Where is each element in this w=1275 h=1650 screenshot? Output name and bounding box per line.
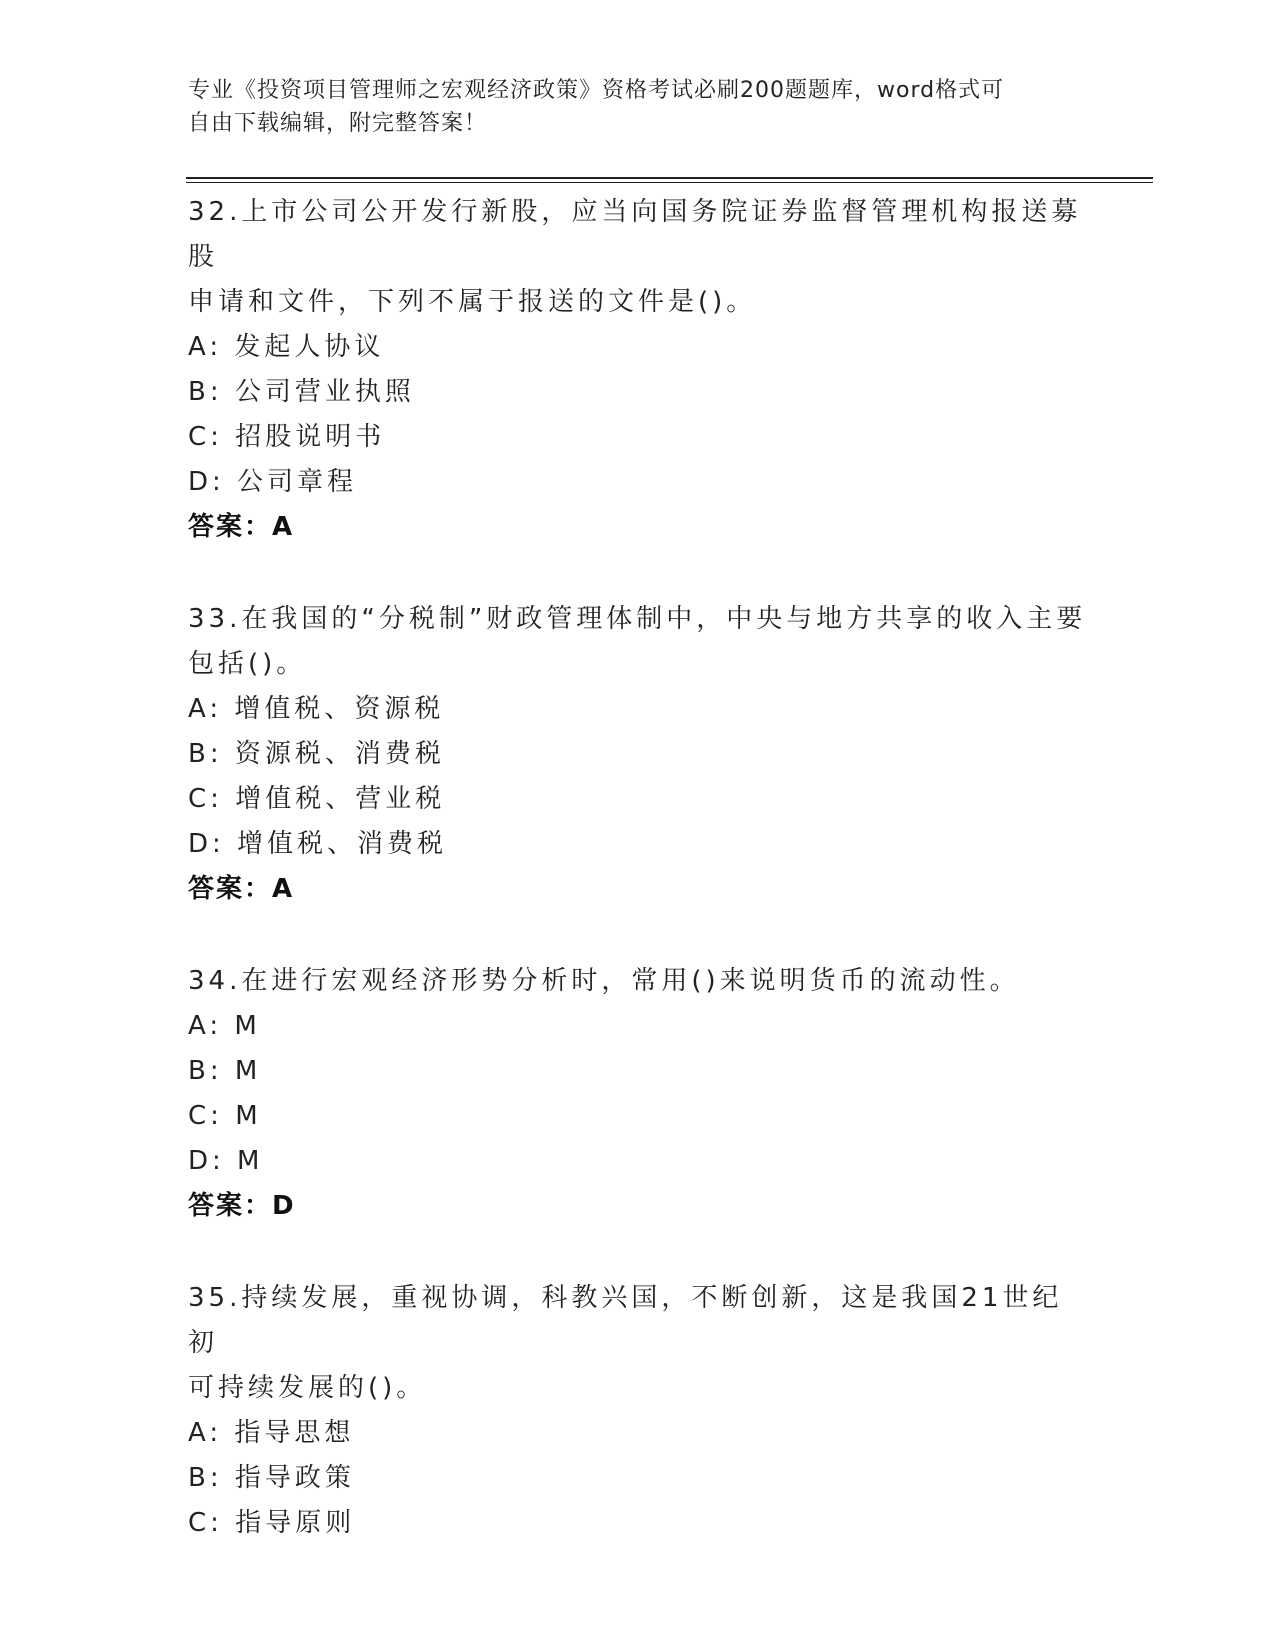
option-d <box>188 460 1088 505</box>
option-b <box>188 1049 1088 1094</box>
option-text: M <box>235 1101 262 1131</box>
question-33 <box>188 597 1088 912</box>
question-stem <box>188 1276 1088 1411</box>
option-letter: B: <box>188 1463 223 1493</box>
option-letter: B: <box>188 1056 223 1086</box>
option-letter: A: <box>188 1011 223 1041</box>
option-text: 公司营业执照 <box>234 377 415 407</box>
question-stem-line: 可持续发展的()。 <box>188 1373 427 1403</box>
option-c <box>188 777 1088 822</box>
option-text: M <box>234 1056 262 1086</box>
option-d <box>188 1139 1088 1184</box>
option-text: 指导原则 <box>235 1508 356 1538</box>
option-d <box>188 822 1088 867</box>
question-32 <box>188 190 1088 550</box>
header-line-1: 专业《投资项目管理师之宏观经济政策》资格考试必刷200题题库，word格式可 <box>188 78 1005 103</box>
answer-line: 答案：D <box>188 1191 296 1221</box>
option-text: 指导政策 <box>234 1463 355 1493</box>
option-a <box>188 1411 1088 1456</box>
option-letter: C: <box>188 1508 223 1538</box>
option-text: 发起人协议 <box>234 332 385 362</box>
document-header <box>188 74 1068 140</box>
option-a <box>188 1004 1088 1049</box>
option-a <box>188 687 1088 732</box>
option-text: 增值税、营业税 <box>235 784 446 814</box>
header-divider-thick <box>186 177 1153 179</box>
option-c <box>188 415 1088 460</box>
header-line-2: 自由下载编辑，附完整答案！ <box>188 111 488 136</box>
option-letter: A: <box>188 332 223 362</box>
option-letter: D: <box>188 467 225 497</box>
option-text: M <box>234 1011 261 1041</box>
answer-line: 答案：A <box>188 874 295 904</box>
option-letter: A: <box>188 694 223 724</box>
option-text: 招股说明书 <box>235 422 386 452</box>
option-text: 公司章程 <box>237 467 358 497</box>
option-letter: B: <box>188 739 223 769</box>
option-letter: A: <box>188 1418 223 1448</box>
question-stem-line: 33.在我国的“分税制”财政管理体制中，中央与地方共享的收入主要 <box>188 604 1087 634</box>
question-stem-line: 35.持续发展，重视协调，科教兴国，不断创新，这是我国21世纪初 <box>188 1283 1063 1358</box>
option-b <box>188 1456 1088 1501</box>
option-letter: C: <box>188 784 223 814</box>
option-c <box>188 1094 1088 1139</box>
option-text: M <box>237 1146 264 1176</box>
option-text: 增值税、消费税 <box>237 829 448 859</box>
option-a <box>188 325 1088 370</box>
option-letter: B: <box>188 377 223 407</box>
option-b <box>188 370 1088 415</box>
question-stem-line: 32.上市公司公开发行新股，应当向国务院证券监督管理机构报送募股 <box>188 197 1082 272</box>
question-stem-line: 34.在进行宏观经济形势分析时，常用()来说明货币的流动性。 <box>188 966 1020 996</box>
answer-line: 答案：A <box>188 512 295 542</box>
question-35 <box>188 1276 1088 1546</box>
question-stem-line: 申请和文件，下列不属于报送的文件是()。 <box>188 287 757 317</box>
option-letter: D: <box>188 1146 225 1176</box>
question-34 <box>188 959 1088 1229</box>
option-text: 资源税、消费税 <box>234 739 445 769</box>
option-letter: C: <box>188 422 223 452</box>
question-stem <box>188 190 1088 325</box>
option-text: 指导思想 <box>234 1418 355 1448</box>
option-letter: D: <box>188 829 225 859</box>
option-c <box>188 1501 1088 1546</box>
option-letter: C: <box>188 1101 223 1131</box>
question-stem <box>188 597 1088 687</box>
header-divider-thin <box>186 182 1153 183</box>
question-list <box>188 190 1088 1593</box>
question-stem-line: 包括()。 <box>188 649 307 679</box>
option-b <box>188 732 1088 777</box>
question-stem <box>188 959 1088 1004</box>
option-text: 增值税、资源税 <box>234 694 445 724</box>
